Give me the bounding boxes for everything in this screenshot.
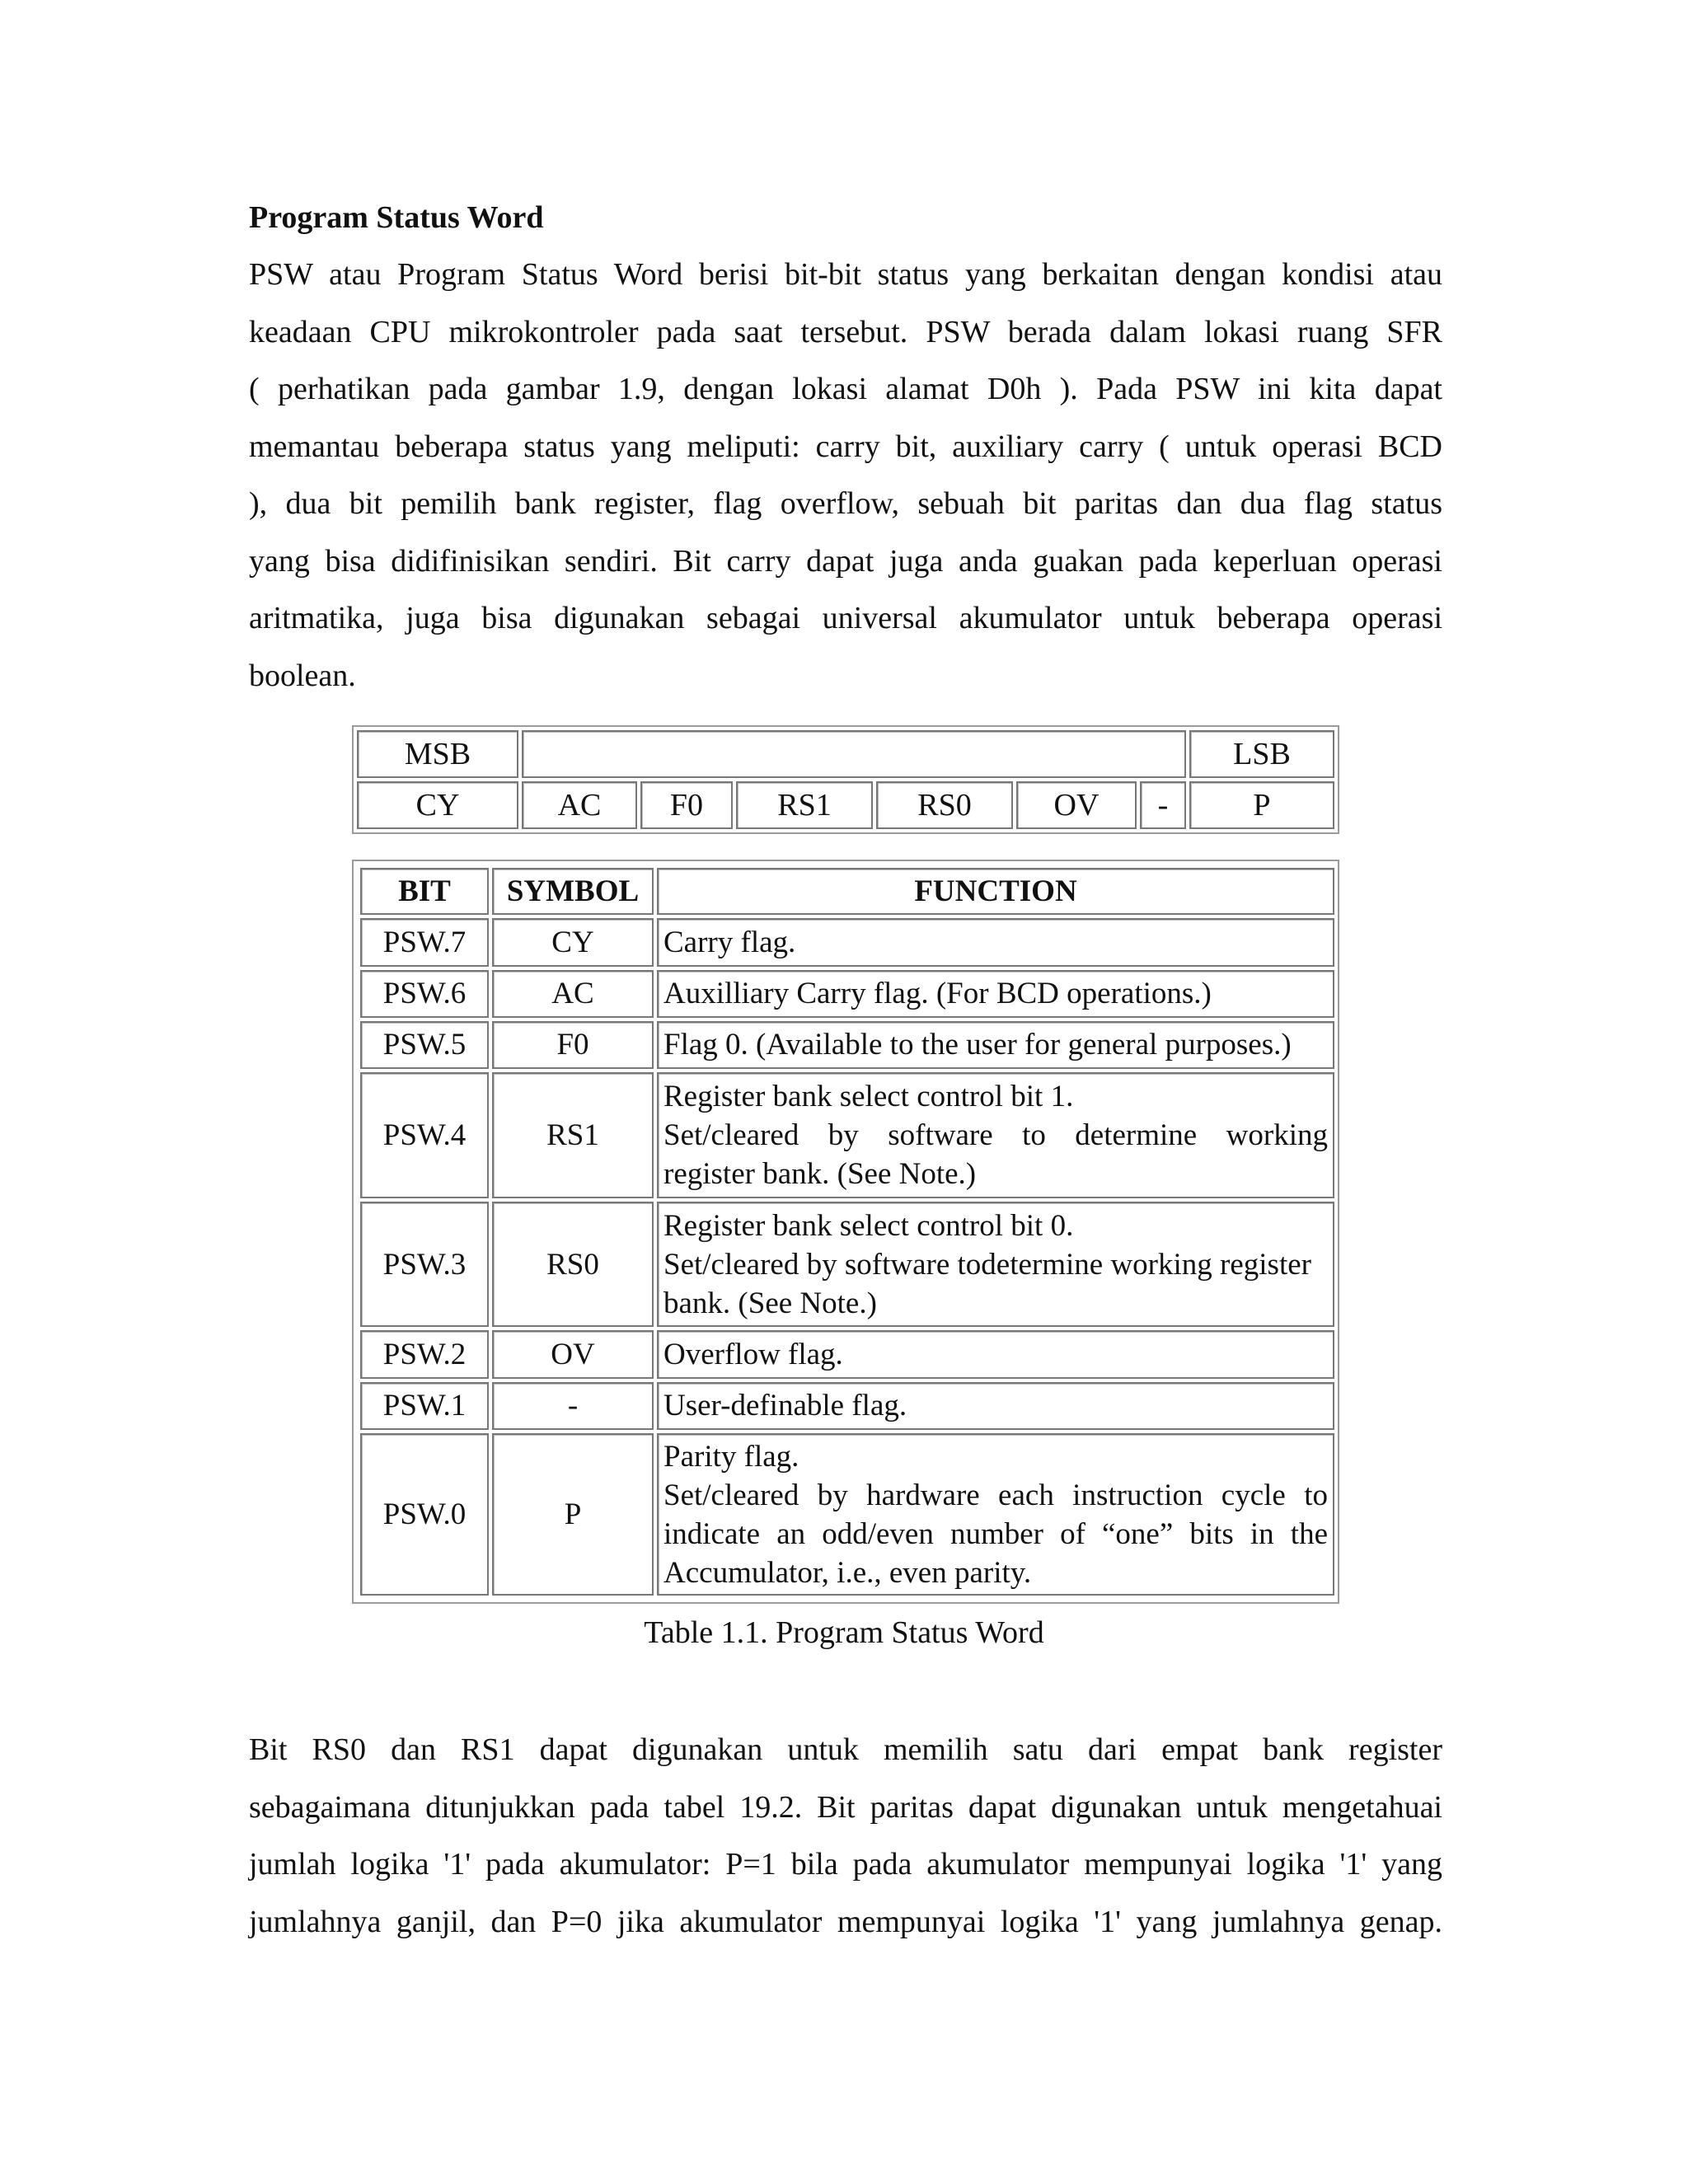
function-line: Set/cleared by hardware each instruction cycle to — [663, 1478, 1328, 1512]
bit-cell-ac: AC — [522, 781, 637, 829]
bit-cell-ov: OV — [1016, 781, 1137, 829]
table-row — [360, 918, 1334, 966]
table-row — [360, 1202, 1334, 1328]
bit-cell: PSW.1 — [360, 1382, 489, 1430]
function-line: Register bank select control bit 1. — [663, 1079, 1074, 1113]
function-cell — [657, 970, 1334, 1018]
bit-cell: PSW.3 — [360, 1202, 489, 1328]
function-line: Set/cleared by software to determine working — [663, 1118, 1328, 1152]
table-header-row — [360, 868, 1334, 915]
function-table-grid — [357, 865, 1338, 1599]
header-symbol: SYMBOL — [492, 868, 654, 915]
symbol-cell: RS0 — [492, 1202, 654, 1328]
section-heading: Program Status Word — [249, 200, 544, 235]
bit-cell-unused: - — [1140, 781, 1186, 829]
paragraph-line: yang bisa didifinisikan sendiri. Bit carry dapat juga anda guakan pada keperluan operasi — [249, 543, 1442, 579]
psw-bit-layout — [352, 725, 1339, 834]
header-bit: BIT — [360, 868, 489, 915]
function-line: Flag 0. (Available to the user for general purposes.) — [663, 1028, 1292, 1062]
paragraph-line: jumlah logika '1' pada akumulator: P=1 bila pada akumulator mempunyai logika '1' yang — [249, 1847, 1442, 1882]
bit-cell: PSW.0 — [360, 1433, 489, 1596]
function-line: User-definable flag. — [663, 1389, 907, 1423]
paragraph-line: memantau beberapa status yang meliputi: carry bit, auxiliary carry ( untuk operasi BCD — [249, 429, 1442, 464]
function-line: Carry flag. — [663, 925, 796, 959]
table-row — [360, 1330, 1334, 1378]
bit-cell-rs1: RS1 — [736, 781, 873, 829]
paragraph-line: ( perhatikan pada gambar 1.9, dengan lokasi alamat D0h ). Pada PSW ini kita dapat — [249, 372, 1442, 406]
function-line: Overflow flag. — [663, 1338, 843, 1372]
paragraph-line: Bit RS0 dan RS1 dapat digunakan untuk memilih satu dari empat bank register — [249, 1732, 1442, 1767]
symbol-cell: P — [492, 1433, 654, 1596]
symbol-cell: RS1 — [492, 1072, 654, 1198]
bit-cell-cy: CY — [357, 781, 518, 829]
function-cell — [657, 1072, 1334, 1198]
symbol-cell: CY — [492, 918, 654, 966]
bit-cell: PSW.2 — [360, 1330, 489, 1378]
paragraph-line: PSW atau Program Status Word berisi bit-bit status yang berkaitan dengan kondisi atau — [249, 257, 1442, 292]
lsb-label: LSB — [1189, 730, 1334, 778]
function-line: bank. (See Note.) — [663, 1286, 877, 1320]
msb-label: MSB — [357, 730, 518, 778]
function-line: Parity flag. — [663, 1439, 799, 1474]
function-line: indicate an odd/even number of “one” bits in the — [663, 1516, 1328, 1551]
symbol-cell: - — [492, 1382, 654, 1430]
function-cell — [657, 918, 1334, 966]
function-line: Register bank select control bit 0. — [663, 1208, 1074, 1243]
function-cell — [657, 1433, 1334, 1596]
paragraph-line: sebagaimana ditunjukkan pada tabel 19.2. Bit paritas dapat digunakan untuk mengetahuai — [249, 1789, 1442, 1825]
function-cell — [657, 1330, 1334, 1378]
table-row — [360, 970, 1334, 1018]
table-row — [360, 1382, 1334, 1430]
paragraph-line: ), dua bit pemilih bank register, flag overflow, sebuah bit paritas dan dua flag status — [249, 486, 1442, 521]
symbol-cell: AC — [492, 970, 654, 1018]
table-row — [360, 1433, 1334, 1596]
table-row — [360, 1072, 1334, 1198]
paragraph-line: keadaan CPU mikrokontroler pada saat tersebut. PSW berada dalam lokasi ruang SFR — [249, 314, 1442, 349]
symbol-cell: F0 — [492, 1021, 654, 1069]
bit-layout-spacer — [522, 730, 1186, 778]
bit-cell-f0: F0 — [640, 781, 733, 829]
table-caption: Table 1.1. Program Status Word — [644, 1615, 1044, 1650]
function-cell — [657, 1021, 1334, 1069]
bit-cell-p: P — [1189, 781, 1334, 829]
function-line: Auxilliary Carry flag. (For BCD operations.) — [663, 977, 1212, 1011]
header-function: FUNCTION — [657, 868, 1334, 915]
function-line: Set/cleared by software todetermine working register — [663, 1247, 1311, 1282]
bit-cell: PSW.5 — [360, 1021, 489, 1069]
function-cell — [657, 1202, 1334, 1328]
bit-cell: PSW.4 — [360, 1072, 489, 1198]
closing-paragraph — [249, 1722, 1442, 1951]
bit-cell: PSW.7 — [360, 918, 489, 966]
bit-cell-rs0: RS0 — [876, 781, 1013, 829]
symbol-cell: OV — [492, 1330, 654, 1378]
function-cell — [657, 1382, 1334, 1430]
paragraph-line: boolean. — [249, 658, 356, 693]
function-line: Accumulator, i.e., even parity. — [663, 1555, 1032, 1590]
function-line: register bank. (See Note.) — [663, 1156, 977, 1191]
psw-function-table — [352, 860, 1339, 1604]
table-row — [360, 1021, 1334, 1069]
paragraph-line: jumlahnya ganjil, dan P=0 jika akumulator mempunyai logika '1' yang jumlahnya genap. — [249, 1904, 1442, 1939]
intro-paragraph — [249, 246, 1442, 705]
paragraph-line: aritmatika, juga bisa digunakan sebagai universal akumulator untuk beberapa operasi — [249, 601, 1442, 635]
bit-cell: PSW.6 — [360, 970, 489, 1018]
